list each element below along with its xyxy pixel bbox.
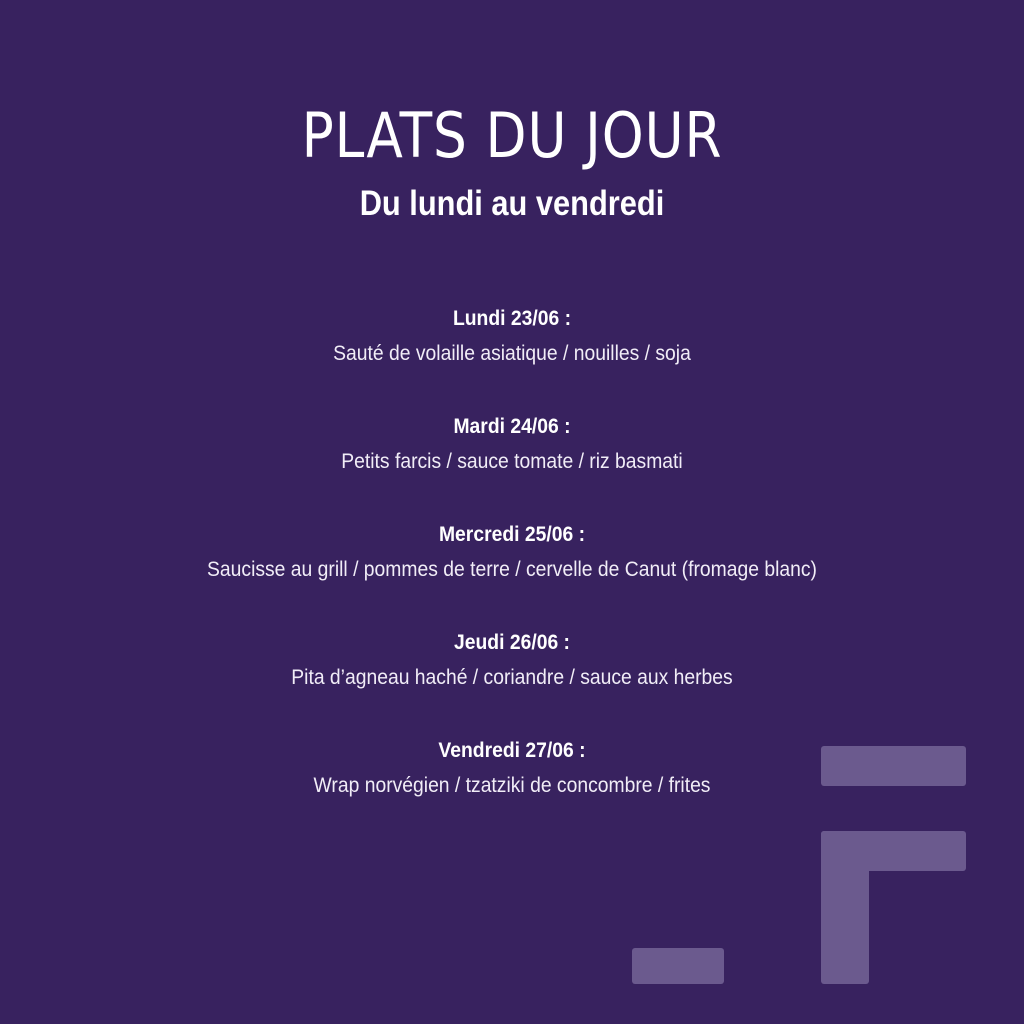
logo-small-bar: [632, 948, 724, 984]
menu-day-monday: [0, 302, 1024, 410]
menu-day-thursday: [0, 626, 1024, 734]
page-subtitle: Du lundi au vendredi: [359, 184, 665, 223]
day-dishes: Wrap norvégien / tzatziki de concombre / frites: [313, 774, 711, 797]
menu-day-tuesday: [0, 410, 1024, 518]
day-label: Jeudi 26/06 :: [454, 631, 570, 654]
menu-day-wednesday: [0, 518, 1024, 626]
day-label: Mardi 24/06 :: [453, 415, 571, 438]
day-label: Vendredi 27/06 :: [438, 739, 586, 762]
day-dishes: Pita d’agneau haché / coriandre / sauce aux herbes: [291, 666, 733, 689]
logo-top-bar: [821, 746, 966, 786]
day-label: Mercredi 25/06 :: [438, 523, 586, 546]
day-dishes: Saucisse au grill / pommes de terre / cervelle de Canut (fromage blanc): [207, 558, 817, 581]
day-label: Lundi 23/06 :: [452, 307, 572, 330]
page-title: PLATS DU JOUR: [301, 99, 723, 172]
day-dishes: Petits farcis / sauce tomate / riz basmati: [341, 450, 683, 473]
logo-vertical-bar: [821, 831, 869, 984]
day-dishes: Sauté de volaille asiatique / nouilles / soja: [333, 342, 691, 365]
